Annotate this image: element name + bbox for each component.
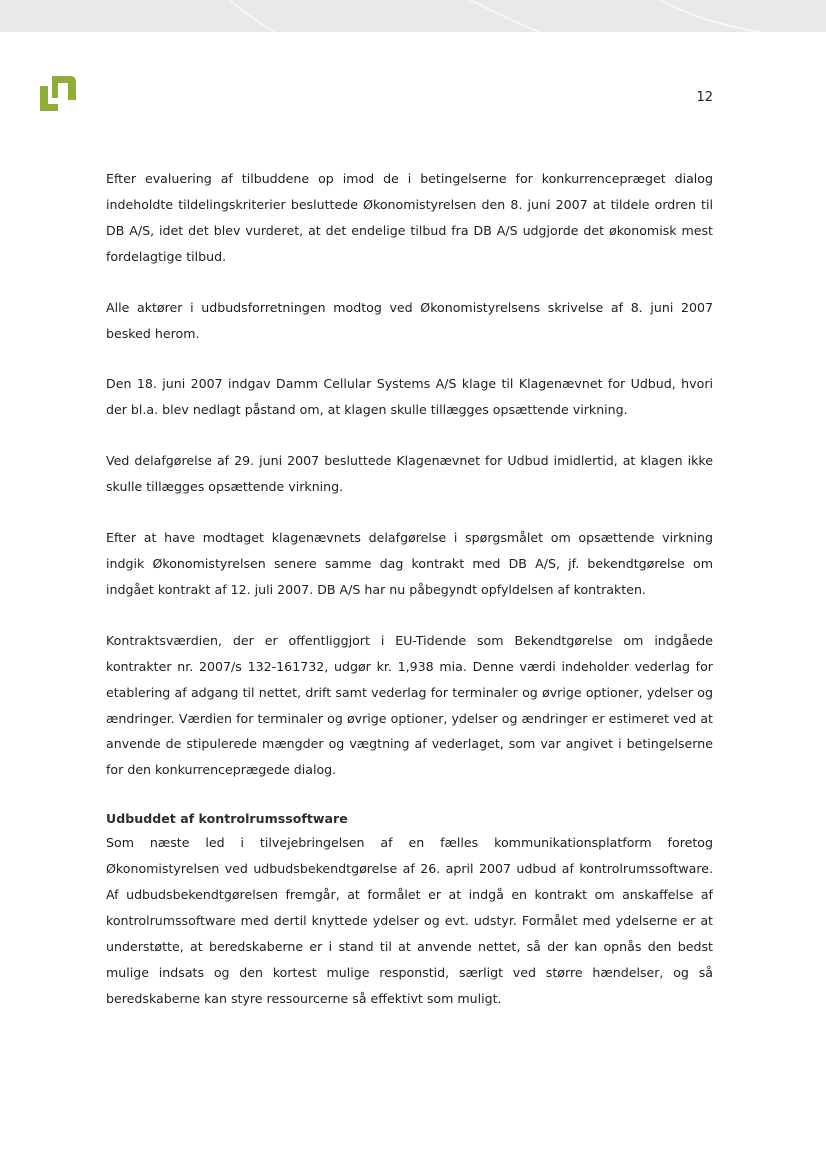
paragraph-contract: Efter at have modtaget klagenævnets delafgørelse i spørgsmålet om opsættende virkning indgik Økonomistyrelsen senere samme dag kontrakt med DB A/S, jf. bekendtgørelse om indgået kontrakt af 12. juli 2007. DB A/S har nu påbegyndt opfyldelsen af kontrakten. <box>106 530 713 597</box>
header-band <box>0 0 826 32</box>
logo-icon <box>38 74 78 112</box>
section-heading: Udbuddet af kontrolrumssoftware <box>106 811 348 827</box>
header-decoration <box>0 0 826 32</box>
paragraph-evaluation: Efter evaluering af tilbuddene op imod de i betingelserne for konkurrencepræget dialog indeholdte tildelingskriterier besluttede Økonomistyrelsen den 8. juni 2007 at tildele ordren til DB A/S, idet det blev vurderet, at det endelige tilbud fra DB A/S udgjorde det økonomisk mest fordelagtige tilbud. <box>106 171 713 264</box>
document-body <box>106 166 713 1037</box>
paragraph-complaint: Den 18. juni 2007 indgav Damm Cellular Systems A/S klage til Klagenævnet for Udbud, hvori der bl.a. blev nedlagt påstand om, at klagen skulle tillægges opsættende virkning. <box>106 376 713 418</box>
logo <box>38 74 78 112</box>
paragraph-notification: Alle aktører i udbudsforretningen modtog ved Økonomistyrelsens skrivelse af 8. juni 2007 besked herom. <box>106 299 713 341</box>
paragraph-partial-decision: Ved delafgørelse af 29. juni 2007 besluttede Klagenævnet for Udbud imidlertid, at klagen ikke skulle tillægges opsættende virkning. <box>106 453 713 495</box>
section-body: Som næste led i tilvejebringelsen af en fælles kommunikationsplatform foretog Økonomistyrelsen ved udbudsbekendtgørelse af 26. april 2007 udbud af kontrolrumssoftware. Af udbudsbekendtgørelsen fremgår, at formålet er at indgå en kontrakt om anskaffelse af kontrolrumssoftware med dertil knyttede ydelser og evt. udstyr. Formålet med ydelserne er at understøtte, at beredskaberne er i stand til at anvende nettet, så der kan opnås den bedst mulige indsats og den kortest mulige responstid, særligt ved større hændelser, og så beredskaberne kan styre ressourcerne så effektivt som muligt. <box>106 835 713 1006</box>
paragraph-contract-value: Kontraktsværdien, der er offentliggjort i EU-Tidende som Bekendtgørelse om indgåede kontrakter nr. 2007/s 132-161732, udgør kr. 1,938 mia. Denne værdi indeholder vederlag for etablering af adgang til nettet, drift samt vederlag for terminaler og øvrige optioner, ydelser og ændringer. Værdien for terminaler og øvrige optioner, ydelser og ændringer er estimeret ved at anvende de stipulerede mængder og vægtning af vederlaget, som var angivet i betingelserne for den konkurrenceprægede dialog. <box>106 632 713 778</box>
page-number: 12 <box>696 90 713 105</box>
